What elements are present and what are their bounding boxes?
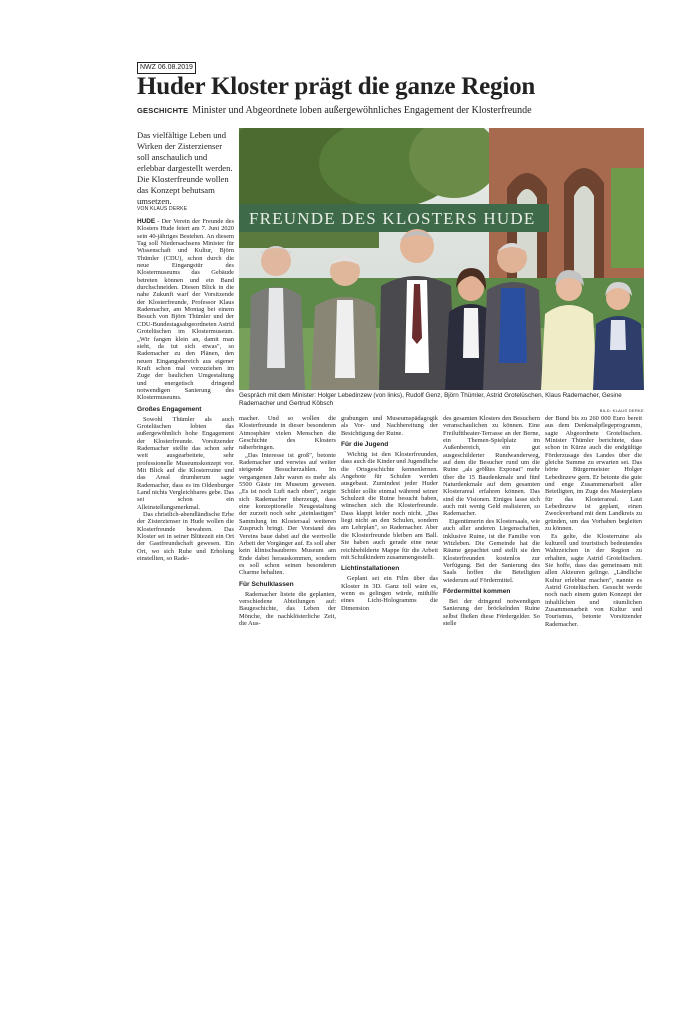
newspaper-clipping bbox=[137, 60, 644, 680]
paragraph: des gesamten Klosters den Besuchern veranschaulichen zu können. Eine Freilufttheater-Terrasse an der Berne, ein Themen-Spielplatz im Außenbereich, ein gut ausgeschilderter Rundwanderweg, auf dem die Besucher rund um die Ruine „als größtes Exponat" mehr über die 15 Baudenkmale und fünf Naturdenkmale auf dem gesamten Klosterareal erfahren können. Das sind die Visionen. Einiges lasse sich auch mit wenig Geld realisieren, so Rademacher. bbox=[443, 415, 540, 518]
subheading: Für Schulklassen bbox=[239, 580, 294, 588]
group-photo-image bbox=[239, 128, 644, 390]
paragraph: Sowohl Thümler als auch Grotelüschen lobten das außergewöhnlich hohe Engagement der Klosterfreunde. Vorsitzender Rademacher stellte das schon sehr weit ausgearbeitete, sehr professionelle Museumskonzept vor. Mit Blick auf die Klosterruine und das Areal drumherum sagte Rademacher, dass es im Oldenburger Land nichts Vergleichbares gebe. Das sei schon ein Alleinstellungsmerkmal. bbox=[137, 415, 234, 511]
article-column-3 bbox=[341, 415, 438, 677]
headline: Huder Kloster prägt die ganze Region bbox=[137, 73, 536, 100]
subheading: Fördermittel kommen bbox=[443, 587, 511, 595]
paragraph: „Das Interesse ist groß", betonte Rademacher und verwies auf weiter steigende Besucherzahlen. Im vergangenen Jahr waren es mehr als 5500 Gäste im Museum gewesen. „Es ist noch Luft nach oben", zeigte sich Rademacher überzeugt, dass eine konzeptionelle Neugestaltung der zurzeit noch sehr „steinlastigen" Sammlung im Klostersaal weiteren Zuspruch bringt. Der Vorstand des Vereins baue dabei auf die wertvolle Arbeit der Vorgänger auf. Es soll aber kein klinischsauberes Museum am Ende dabei herauskommen, sondern es soll schon seinen besonderen Charme behalten. bbox=[239, 451, 336, 577]
subline-text: Minister und Abgeordnete loben außergewöhnliches Engagement der Klosterfreunde bbox=[192, 105, 532, 116]
photo-credit: BILD: KLAUS DERKE bbox=[599, 408, 644, 413]
photo-caption: Gespräch mit dem Minister: Holger Lebedinzew (von links), Rudolf Genz, Björn Thümler, Astrid Grotelüschen, Klaus Rademacher, Gesine Rademacher und Gertrud Köbsch bbox=[239, 392, 622, 407]
paragraph: Eigentümerin des Klostersaals, wie auch aller anderen Liegenschaften, inklusive Ruine, ist die Familie von Witzleben. Die Gemeinde hat die Räume gepachtet und stellt sie den Klosterfreunden kostenlos zur Verfügung. Bei der Sanierung des Saals hoffen die Beteiligten wiederum auf Fördermittel. bbox=[443, 517, 540, 584]
paragraph: Das christlich-abendländische Erbe der Zisterzienser in Hude wollen die Klosterfreunde bewahren. Das Kloster sei in seiner Blütezeit ein Ort der Gastfreundschaft gewesen. Ein Ort, wo sich Ruhe und Erholung einstellten, so Rade- bbox=[137, 511, 234, 563]
subline-kicker: GESCHICHTE bbox=[137, 106, 189, 115]
paragraph: Geplant sei ein Film über das Kloster in 3D. Ganz toll wäre es, wenn es gelingen würde, mithilfe eines Licht-Hologramms die Dimension bbox=[341, 575, 438, 612]
dateline: HUDE bbox=[137, 218, 156, 225]
subheading: Für die Jugend bbox=[341, 441, 389, 449]
paragraph: Es gelte, die Klosterruine als kulturell und touristisch bedeutendes Wahrzeichen in der Region zu erhalten, sagte Astrid Grotelüschen. Sie hoffe, dass das gemeinsam mit allen Akteuren gelinge. „Ländliche Kultur erlebbar machen", nannte es Astrid Grotelüschen. Gesucht werde noch nach einem guten Konzept der inhaltlichen und räumlichen Zusammenarbeit von Kultur und Tourismus, betonte Vorsitzender Rademacher. bbox=[545, 532, 642, 628]
paragraph: grabungen und Museumspädagogik als Vor- und Nachbereitung der Besichtigung der Ruine. bbox=[341, 415, 438, 437]
group-photo bbox=[239, 128, 644, 390]
paragraph bbox=[137, 218, 234, 402]
paragraph: der Bund bis zu 260 000 Euro bereit aus dem Denkmalpflegeprogramm, sagte Abgeordnete Grotelüschen. Minister Thümler berichtete, dass schon in Kürze auch die endgültige Förderzusage des Landes über die gleiche Summe zu erwarten sei. Das hörte Bürgermeister Holger Lebedinzew gern. Er betonte die gute und enge Zusammenarbeit aller Beteiligten, im Zuge des Masterplans für das Klosterareal. Laut Lebedinzew ist geplant, einen Zweckverband mit dem Landkreis zu gründen, um das Vorhaben begleiten zu können. bbox=[545, 415, 642, 533]
article-column-2 bbox=[239, 415, 336, 677]
subheading: Großes Engagement bbox=[137, 405, 202, 413]
paragraph-text: - Der Verein der Freunde des Klosters Hude feiert am 7. Juni 2020 sein 40-jähriges Bestehen. An diesem Tag soll Niedersachsens Minister für Wissenschaft und Kultur, Björn Thümler (CDU), schon durch die neue Eingangstür des Klostermuseums das Gebäude betreten können und ein Band durchschneiden. Diesen Blick in die nahe Zukunft warf der Vorsitzende der Klosterfreunde, Professor Klaus Rademacher, am Montag bei einem Besuch von Björn Thümler und der CDU-Bundestagsabgeordneten Astrid Grotelüschen im Klostermuseum. „Wir fangen klein an, damit man sieht, da tut sich etwas", so Rademacher zu den Plänen, den neuen Eingangsbereich aus eigener Kraft schon mal vorzuziehen im Zuge der baulichen Umgestaltung und energetisch dringend notwendigen Sanierung des Klostermuseums. bbox=[137, 218, 234, 402]
subheading: Lichtinstallationen bbox=[341, 565, 400, 573]
article-column-1 bbox=[137, 218, 234, 678]
source-tag: NWZ 06.08.2019 bbox=[137, 62, 196, 74]
intro-teaser: Das vielfältige Leben und Wirken der Zisterzienser soll anschaulich und erlebbar dargestellt werden. Die Klosterfreunde wollen das Konzept behutsam umsetzen. bbox=[137, 130, 233, 206]
paragraph: Bei der dringend notwendigen Sanierung der bröckelnden Ruine selbst fließen diese Fördergelder. So stelle bbox=[443, 597, 540, 627]
banner-text: FREUNDE DES KLOSTERS HUDE bbox=[249, 209, 536, 228]
article-column-4 bbox=[443, 415, 540, 677]
byline: VON KLAUS DERKE bbox=[137, 206, 188, 212]
subline bbox=[137, 105, 644, 117]
paragraph: Rademacher listete die geplanten, verschiedene Abteilungen auf: Baugeschichte, das Leben der Mönche, die nachklösterliche Zeit, die Aus- bbox=[239, 590, 336, 627]
paragraph: Wichtig ist den Klosterfreunden, dass auch die Kinder und Jugendliche die Ortsgeschichte kennenlernen. Angebote für Schulen werden ausgebaut. Zumindest jeder Huder Schüler sollte einmal während seiner Schulzeit die Ruine besucht haben, wünschen sich die Klosterfreunde. Dass klappt leider noch nicht. „Das liegt nicht an den Schulen, sondern am Lehrplan", so Rademacher. Aber die Klosterfreunde bleiben am Ball. Sie haben auch gerade eine neue reichbebilderte Mappe für die Arbeit mit Schulkindern zusammengestellt. bbox=[341, 451, 438, 561]
article-column-5 bbox=[545, 415, 642, 677]
paragraph: macher. Und so wollen die Klosterfreunde in dieser besonderen Atmosphäre vielen Menschen die Geschichte des Klosters näherbringen. bbox=[239, 415, 336, 452]
